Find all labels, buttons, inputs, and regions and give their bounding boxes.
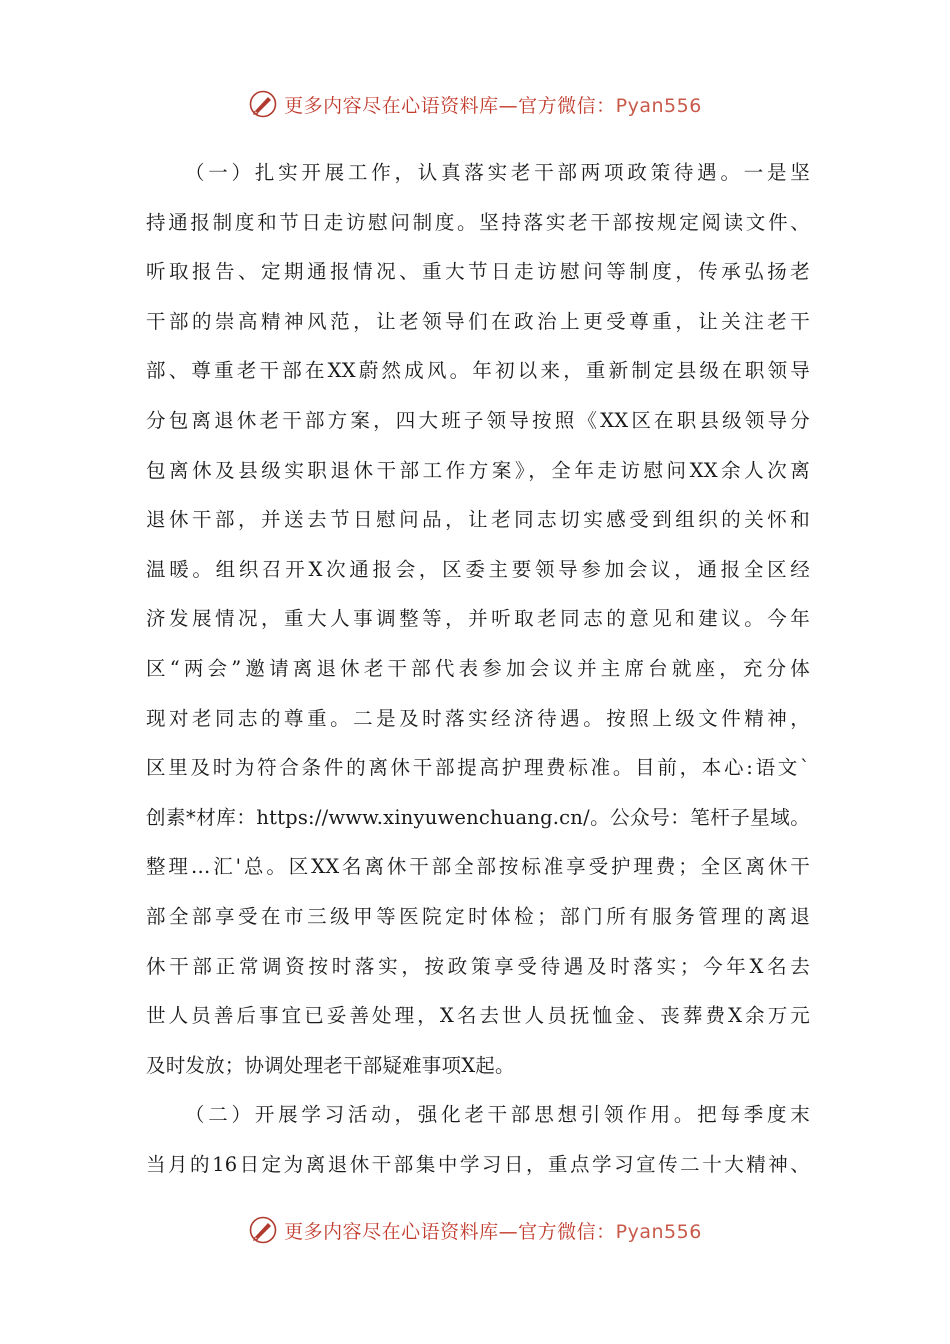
header-watermark-banner bbox=[0, 84, 950, 124]
text-line: （一）扎实开展工作，认真落实老干部两项政策待遇。一是坚 bbox=[185, 161, 810, 184]
text-line: 及时发放；协调处理老干部疑难事项X起。 bbox=[146, 1053, 515, 1077]
text-line: 干部的崇高精神风范，让老领导们在政治上更受尊重，让关注老干 bbox=[146, 309, 810, 333]
pen-logo-icon bbox=[248, 1215, 278, 1245]
text-line: 济发展情况，重大人事调整等，并听取老同志的意见和建议。今年 bbox=[146, 607, 810, 631]
text-line: 休干部正常调资按时落实，按政策享受待遇及时落实；今年X名去 bbox=[146, 954, 810, 978]
paragraph-2 bbox=[146, 1090, 810, 1189]
wechat-id: Pyan556 bbox=[615, 1220, 702, 1243]
footer-banner-text: 更多内容尽在心语资料库—官方微信：Pyan556 bbox=[284, 1220, 702, 1243]
text-line: 持通报制度和节日走访慰问制度。坚持落实老干部按规定阅读文件、 bbox=[146, 210, 810, 234]
text-line: 包离休及县级实职退休干部工作方案》，全年走访慰问XX余人次离 bbox=[146, 458, 810, 482]
text-line: 区里及时为符合条件的离休干部提高护理费标准。目前，本心:语文` bbox=[146, 756, 810, 780]
pen-logo-icon bbox=[248, 89, 278, 119]
text-line: 退休干部，并送去节日慰问品，让老同志切实感受到组织的关怀和 bbox=[146, 508, 810, 532]
text-line: 听取报告、定期通报情况、重大节日走访慰问等制度，传承弘扬老 bbox=[146, 260, 810, 284]
document-body bbox=[146, 148, 810, 1189]
text-line: 部全部享受在市三级甲等医院定时体检；部门所有服务管理的离退 bbox=[146, 904, 810, 928]
footer-watermark-banner bbox=[0, 1210, 950, 1250]
text-line: 区“两会”邀请离退休老干部代表参加会议并主席台就座，充分体 bbox=[146, 656, 810, 680]
text-line: 创素*材库：https://www.xinyuwenchuang.cn/。公众号：笔杆子星域。 bbox=[146, 805, 810, 829]
text-line: （二）开展学习活动，强化老干部思想引领作用。把每季度末 bbox=[185, 1103, 810, 1127]
text-line: 整理…汇'总。区XX名离休干部全部按标准享受护理费；全区离休干 bbox=[146, 855, 810, 879]
text-line: 世人员善后事宜已妥善处理，X名去世人员抚恤金、丧葬费X余万元 bbox=[146, 1004, 810, 1028]
text-line: 当月的16日定为离退休干部集中学习日，重点学习宣传二十大精神、 bbox=[146, 1152, 810, 1176]
header-banner-text: 更多内容尽在心语资料库—官方微信：Pyan556 bbox=[284, 94, 702, 117]
paragraph-1 bbox=[146, 148, 810, 1090]
text-line: 温暖。组织召开X次通报会，区委主要领导参加会议，通报全区经 bbox=[146, 557, 810, 581]
text-line: 分包离退休老干部方案，四大班子领导按照《XX区在职县级领导分 bbox=[146, 408, 810, 432]
text-line: 现对老同志的尊重。二是及时落实经济待遇。按照上级文件精神， bbox=[146, 706, 810, 730]
text-line: 部、尊重老干部在XX蔚然成风。年初以来，重新制定县级在职领导 bbox=[146, 359, 810, 383]
wechat-id: Pyan556 bbox=[615, 94, 702, 117]
